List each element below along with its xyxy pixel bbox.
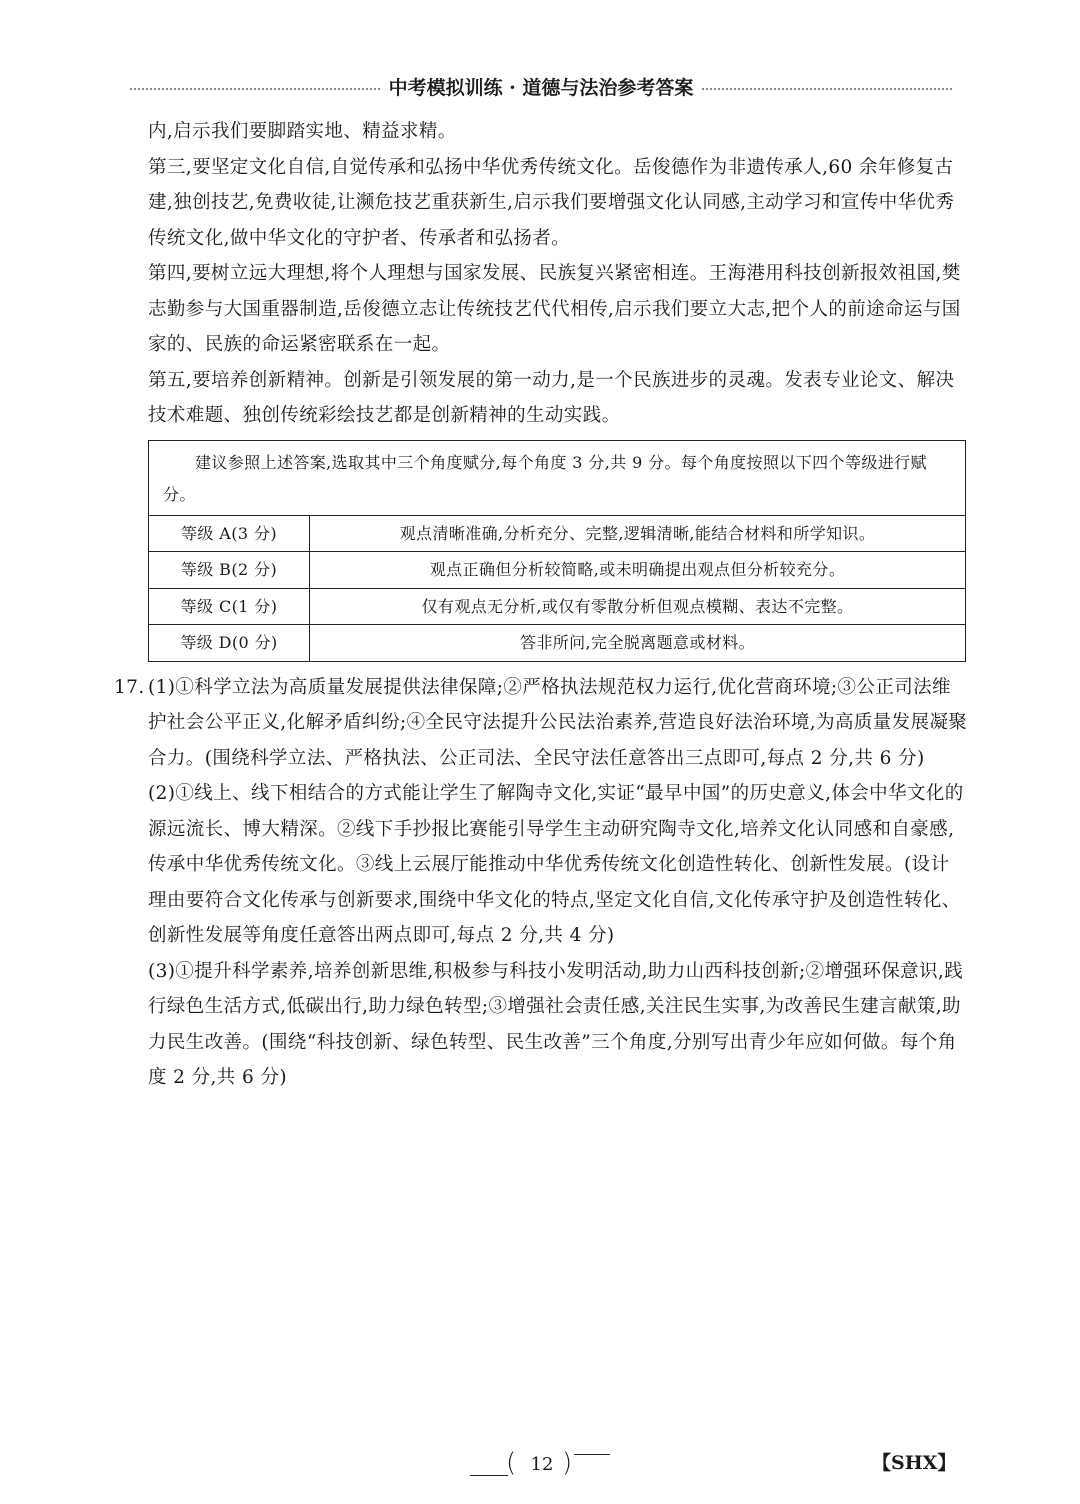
ornament-paren-left: (: [506, 1448, 517, 1478]
grade-level: 等级 B(2 分): [149, 552, 310, 589]
grade-description: 观点正确但分析较简略,或未明确提出观点但分析较充分。: [310, 552, 966, 589]
paragraph-continuation: 内,启示我们要脚踏实地、精益求精。: [148, 121, 457, 142]
q17-part-1: (1)①科学立法为高质量发展提供法律保障;②严格执法规范权力运行,优化营商环境;③公正司法维护社会公平正义,化解矛盾纠纷;④全民守法提升公民法治素养,营造良好法治环境,为高质量发展凝聚合力。(围绕科学立法、严格执法、公正司法、全民守法任意答出三点即可,每点 2 分,共 6 分): [148, 676, 968, 769]
q17-part-3: (3)①提升科学素养,培养创新思维,积极参与科技小发明活动,助力山西科技创新;②增强环保意识,践行绿色生活方式,低碳出行,助力绿色转型;③增强社会责任感,关注民生实事,为改善民生建言献策,助力民生改善。(围绕“科技创新、绿色转型、民生改善”三个角度,分别写出青少年应如何做。每个角度 2 分,共 6 分): [148, 960, 964, 1088]
table-row: [149, 516, 965, 552]
paragraph-fourth: 第四,要树立远大理想,将个人理想与国家发展、民族复兴紧密相连。王海港用科技创新报效祖国,樊志勤参与大国重器制造,岳俊德立志让传统技艺代代相传,启示我们要立大志,把个人的前途命运与国家的、民族的命运紧密联系在一起。: [148, 263, 961, 355]
table-row: [149, 588, 965, 625]
paragraph-third: 第三,要坚定文化自信,自觉传承和弘扬中华优秀传统文化。岳俊德作为非遗传承人,60 余年修复古建,独创技艺,免费收徒,让濒危技艺重获新生,启示我们要增强文化认同感,主动学习和宣传中华优秀传统文化,做中华文化的守护者、传承者和弘扬者。: [148, 156, 955, 249]
edition-code: 【SHX】: [872, 1452, 957, 1474]
ornament-line-right: [574, 1454, 610, 1455]
grade-description: 观点清晰准确,分析充分、完整,逻辑清晰,能结合材料和所学知识。: [399, 523, 876, 543]
page-header: [130, 74, 952, 104]
page-number-ornament: [470, 1450, 610, 1480]
header-title: 中考模拟训练 · 道德与法治参考答案: [381, 74, 702, 102]
question-17: [114, 670, 968, 1096]
ornament-paren-right: ): [562, 1448, 573, 1478]
table-row: [149, 552, 965, 589]
table-row: [149, 625, 965, 661]
answer-content: [114, 114, 968, 1096]
scoring-note: 建议参照上述答案,选取其中三个角度赋分,每个角度 3 分,共 9 分。每个角度按照以下四个等级进行赋分。: [149, 441, 965, 516]
paragraph-fifth: 第五,要培养创新精神。创新是引领发展的第一动力,是一个民族进步的灵魂。发表专业论文、解决技术难题、独创传统彩绘技艺都是创新精神的生动实践。: [148, 369, 955, 426]
grade-level: 等级 C(1 分): [149, 588, 310, 625]
grade-table: [149, 516, 965, 661]
grade-level: 等级 A(3 分): [149, 516, 310, 552]
grade-description: 答非所问,完全脱离题意或材料。: [310, 625, 966, 661]
ornament-line-left: [470, 1475, 508, 1476]
grade-level: 等级 D(0 分): [149, 625, 310, 661]
page-number: 12: [530, 1454, 554, 1475]
scoring-box: [148, 440, 966, 662]
question-number: 17.: [114, 676, 145, 698]
grade-description: 仅有观点无分析,或仅有零散分析但观点模糊、表达不完整。: [310, 588, 966, 625]
q17-part-2: (2)①线上、线下相结合的方式能让学生了解陶寺文化,实证“最早中国”的历史意义,体会中华文化的源远流长、博大精深。②线下手抄报比赛能引导学生主动研究陶寺文化,培养文化认同感和自豪感,传承中华优秀传统文化。③线上云展厅能推动中华优秀传统文化创造性转化、创新性发展。(设计理由要符合文化传承与创新要求,围绕中华文化的特点,坚定文化自信,文化传承守护及创造性转化、创新性发展等角度任意答出两点即可,每点 2 分,共 4 分): [148, 783, 964, 946]
